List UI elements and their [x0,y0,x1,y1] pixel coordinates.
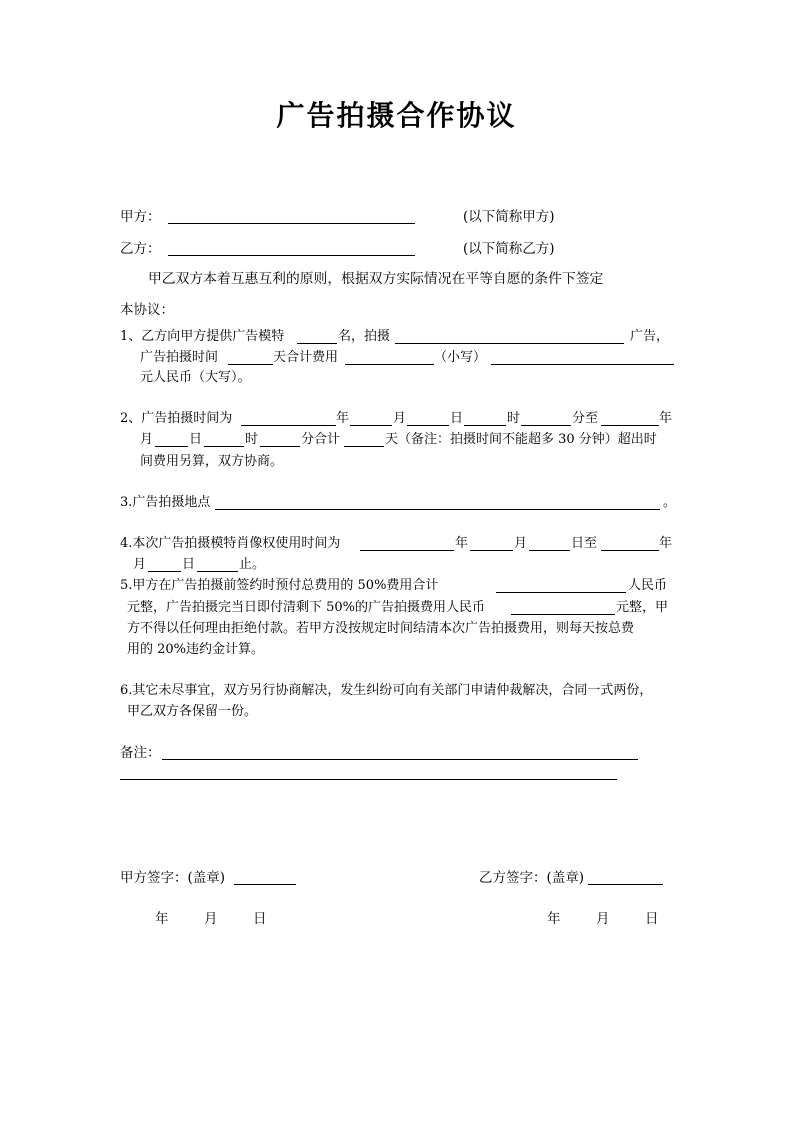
clause-5-text-c: 元整，广告拍摄完当日即付清剩下 50%的广告拍摄费用人民币 [127,600,486,615]
clause-4-day2: 日 [182,557,196,572]
clause-4-month2-blank[interactable] [148,571,181,572]
preamble-line-2: 本协议： [120,302,174,318]
clause-2-tail: 间费用另算，双方协商。 [140,454,284,469]
clause-2-day2: 日 [189,432,203,447]
clause-4-day-blank[interactable] [529,550,570,551]
party-b-signature-blank[interactable] [588,884,663,885]
clause-4-day2-blank[interactable] [197,571,238,572]
clause-4-end: 止。 [239,557,266,572]
clause-3-end: 。 [663,495,677,510]
clause-2-day-blank[interactable] [407,425,449,426]
clause-1-ad-name-blank[interactable] [395,343,624,344]
party-a-signature-label: 甲方签字：(盖章) [120,870,226,886]
clause-2-year2: 年 [659,411,673,426]
party-b-sign-day: 日 [645,911,659,927]
remark-blank-2[interactable] [120,779,617,780]
clause-1-fee-uppercase-blank[interactable] [491,364,674,365]
clause-2-month-blank[interactable] [350,425,392,426]
clause-1-model-count-blank[interactable] [297,343,337,344]
clause-4-month: 月 [514,536,528,551]
clause-1-text-b: 名，拍摄 [338,329,391,344]
clause-2-year2-blank[interactable] [601,425,659,426]
clause-5-text-f: 用的 20%违约金计算。 [127,642,265,657]
clause-2-hour2: 时 [245,432,259,447]
preamble-line-1: 甲乙双方本着互惠互利的原则，根据双方实际情况在平等自愿的条件下签定 [148,271,604,287]
party-a-alias: (以下简称甲方) [463,209,555,225]
remark-blank-1[interactable] [162,759,638,760]
party-a-label: 甲方： [120,209,161,225]
party-b-sign-month: 月 [596,911,610,927]
clause-2-note: 天（备注：拍摄时间不能超多 30 分钟）超出时 [385,432,657,447]
clause-2-minute-blank[interactable] [521,425,571,426]
document-title: 广告拍摄合作协议 [276,99,517,132]
clause-5-balance-blank[interactable] [511,614,615,615]
clause-2-hour: 时 [507,411,521,426]
clause-2-month2-blank[interactable] [155,446,188,447]
party-b-blank[interactable] [168,255,415,256]
clause-4-year: 年 [455,536,469,551]
clause-6-text-b: 甲乙双方各保留一份。 [127,704,258,719]
clause-2-year: 年 [336,411,350,426]
clause-2-min-to: 分至 [572,411,599,426]
clause-1-text-a: 1、乙方向甲方提供广告模特 [120,329,285,344]
clause-2-hour2-blank[interactable] [260,446,300,447]
party-a-sign-year: 年 [155,911,169,927]
clause-1-text-d: 广告拍摄时间 [140,350,219,365]
clause-4-month2: 月 [133,557,147,572]
clause-2-month: 月 [393,411,407,426]
clause-2-total: 分合计 [301,432,341,447]
clause-2-hour-blank[interactable] [464,425,506,426]
clause-1-fee-lowercase-blank[interactable] [345,364,434,365]
clause-1-text-e: 天合计费用 [273,350,339,365]
clause-1-days-blank[interactable] [228,364,273,365]
clause-4-year2: 年 [659,536,673,551]
party-b-label: 乙方： [120,241,161,257]
clause-5-text-d: 元整，甲 [616,600,669,615]
clause-4-text-a: 4.本次广告拍摄模特肖像权使用时间为 [120,536,341,551]
clause-3-text: 3.广告拍摄地点 [120,495,211,510]
party-a-sign-month: 月 [204,911,218,927]
clause-2-day2-blank[interactable] [204,446,244,447]
clause-5-prepay-blank[interactable] [496,592,626,593]
clause-2-year-blank[interactable] [241,425,336,426]
party-a-blank[interactable] [168,223,415,224]
clause-4-month-blank[interactable] [470,550,513,551]
party-a-signature-blank[interactable] [234,884,296,885]
clause-2-days-blank[interactable] [344,446,384,447]
clause-1-text-g: 元人民币（大写）。 [140,370,251,385]
party-a-sign-day: 日 [253,911,267,927]
clause-3-location-blank[interactable] [215,509,660,510]
clause-2-text-a: 2、广告拍摄时间为 [120,411,233,426]
clause-2-day: 日 [450,411,464,426]
clause-6-text-a: 6.其它未尽事宜，双方另行协商解决，发生纠纷可向有关部门申请仲裁解决，合同一式两份， [120,683,653,698]
party-b-sign-year: 年 [547,911,561,927]
party-b-signature-label: 乙方签字：(盖章) [479,870,585,886]
clause-1-text-f: （小写） [434,350,487,365]
clause-4-day-to: 日至 [571,536,598,551]
clause-4-year2-blank[interactable] [601,550,659,551]
clause-5-text-e: 方不得以任何理由拒绝付款。若甲方没按规定时间结清本次广告拍摄费用，则每天按总费 [127,621,635,636]
party-b-alias: (以下简称乙方) [463,241,555,257]
clause-5-text-b: 人民币 [628,578,668,593]
clause-4-year-blank[interactable] [360,550,454,551]
clause-5-text-a: 5.甲方在广告拍摄前签约时预付总费用的 50%费用合计 [120,578,439,593]
clause-1-text-c: 广告， [630,329,670,344]
remark-label: 备注： [120,745,161,761]
clause-2-month2: 月 [140,432,154,447]
